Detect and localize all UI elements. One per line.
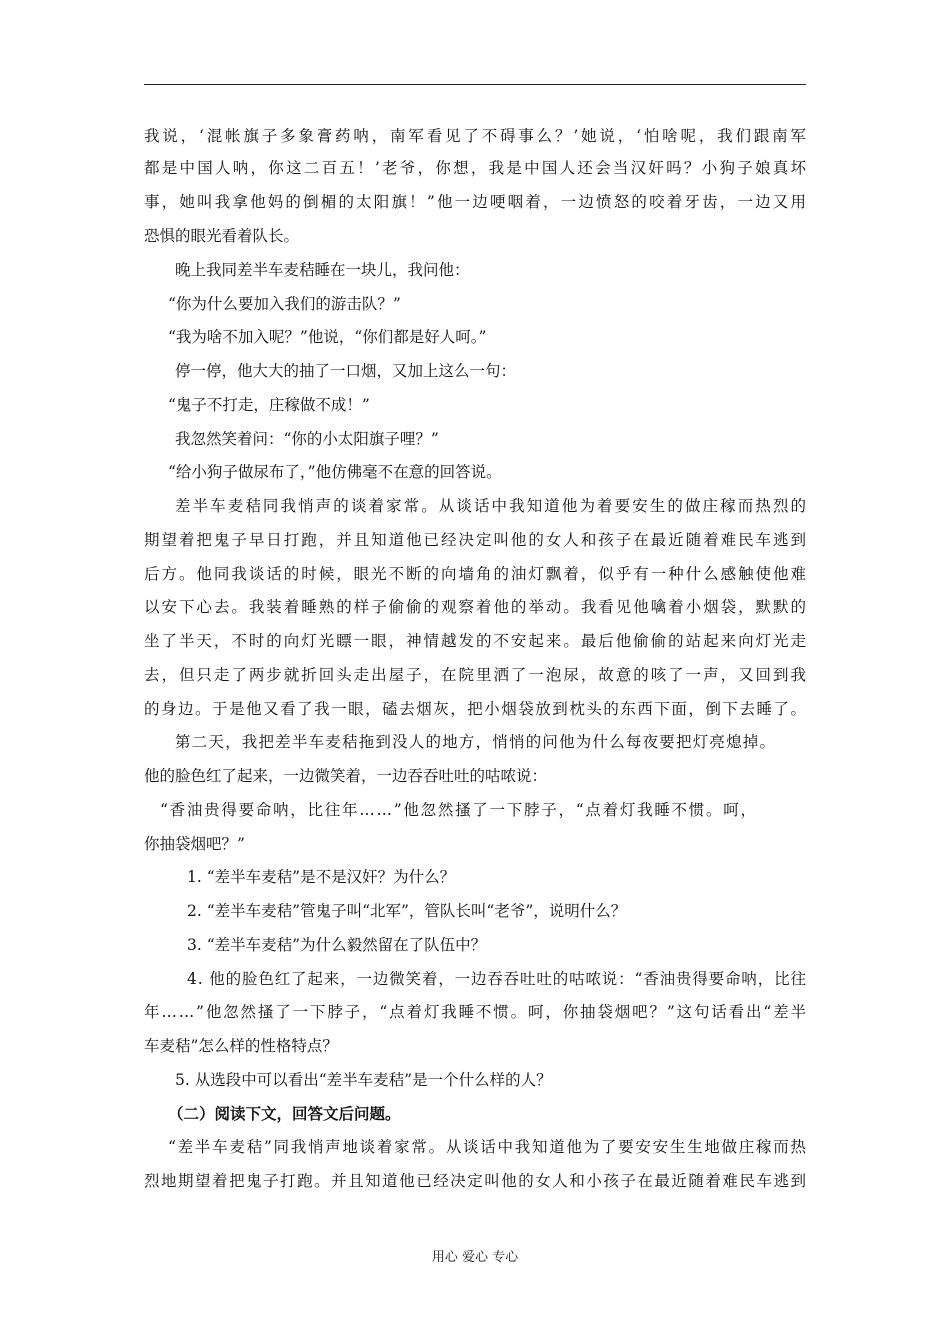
- text-line: “鬼子不打走，庄稼做不成！”: [168, 396, 370, 414]
- question-item: 5. 从选段中可以看出“差半车麦秸”是一个什么样的人？: [175, 1071, 552, 1089]
- text-line: 晚上我同差半车麦秸睡在一块儿，我问他：: [175, 261, 470, 279]
- question-item: 2. “差半车麦秸”管鬼子叫“北军”，管队长叫“老爷”，说明什么？: [187, 902, 627, 920]
- text-line: 的身边。于是他又看了我一眼，磕去烟灰，把小烟袋放到枕头的东西下面，倒下去睡了。: [144, 700, 808, 718]
- text-line: “香油贵得要命呐，比往年……”他忽然搔了一下脖子，“点着灯我睡不惯。呵，: [160, 801, 758, 819]
- text-line: 第二天，我把差半车麦秸拖到没人的地方，悄悄的问他为什么每夜要把灯亮熄掉。: [175, 733, 777, 751]
- question-item: 4. 他的脸色红了起来，一边微笑着，一边吞吞吐吐的咕哝说：“香油贵得要命呐，比往: [187, 970, 807, 988]
- text-line: 都是中国人呐，你这二百五！’老爷，你想，我是中国人还会当汉奸吗？小狗子娘真坏: [144, 159, 809, 177]
- text-line: “给小狗子做尿布了，”他仿佛毫不在意的回答说。: [168, 463, 502, 481]
- text-line: 年……”他忽然搔了一下脖子，“点着灯我睡不惯。呵，你抽袋烟吧？”这句话看出“差半: [144, 1003, 808, 1021]
- text-line: 恐惧的眼光看着队长。: [144, 227, 300, 245]
- text-line: “我为啥不加入呢？”他说，“你们都是好人呵。”: [168, 328, 487, 346]
- text-line: 停一停，他大大的抽了一口烟，又加上这么一句：: [175, 362, 517, 380]
- page-footer: 用心 爱心 专心: [431, 1250, 519, 1265]
- text-line: “差半车麦秸”同我悄声地谈着家常。从谈话中我知道他为了要安安生生地做庄稼而热: [168, 1138, 808, 1156]
- text-line: 我说，‘混帐旗子多象膏药呐，南军看见了不碍事么？’她说，‘怕啥呢，我们跟南军: [144, 127, 809, 145]
- text-line: 坐了半天，不时的向灯光瞟一眼，神情越发的不安起来。最后他偷偷的站起来向灯光走: [144, 632, 808, 650]
- text-line: 期望着把鬼子早日打跑，并且知道他已经决定叫他的女人和孩子在最近随着难民车逃到: [144, 531, 808, 549]
- text-line: 他的脸色红了起来，一边微笑着，一边吞吞吐吐的咕哝说：: [144, 767, 548, 785]
- text-line: 以安下心去。我装着睡熟的样子偷偷的观察着他的举动。我看见他噙着小烟袋，默默的: [144, 598, 808, 616]
- text-line: 后方。他同我谈话的时候，眼光不断的向墙角的油灯飘着，似乎有一种什么感触使他难: [144, 565, 808, 583]
- section-heading: （二）阅读下文，回答文后问题。: [168, 1104, 401, 1123]
- question-item: 3. “差半车麦秸”为什么毅然留在了队伍中？: [187, 936, 487, 954]
- header-rule: [144, 84, 806, 85]
- text-line: 我忽然笑着问：“你的小太阳旗子哩？”: [175, 430, 439, 448]
- text-line: 事，她叫我拿他妈的倒楣的太阳旗！”他一边哽咽着，一边愤怒的咬着牙齿，一边又用: [144, 193, 809, 211]
- question-item: 1. “差半车麦秸”是不是汉奸？为什么？: [187, 868, 456, 886]
- text-line: 差半车麦秸同我悄声的谈着家常。从谈话中我知道他为着要安生的做庄稼而热烈的: [175, 497, 809, 515]
- text-line: “你为什么要加入我们的游击队？”: [168, 295, 401, 313]
- text-line: 你抽袋烟吧？”: [144, 835, 245, 853]
- text-line: 车麦秸”怎么样的性格特点？: [144, 1037, 338, 1055]
- text-line: 烈地期望着把鬼子打跑。并且知道他已经决定叫他的女人和小孩子在最近随着难民车逃到: [144, 1172, 808, 1190]
- text-line: 去，但只走了两步就折回头走出屋子，在院里洒了一泡尿，故意的咳了一声，又回到我: [144, 666, 808, 684]
